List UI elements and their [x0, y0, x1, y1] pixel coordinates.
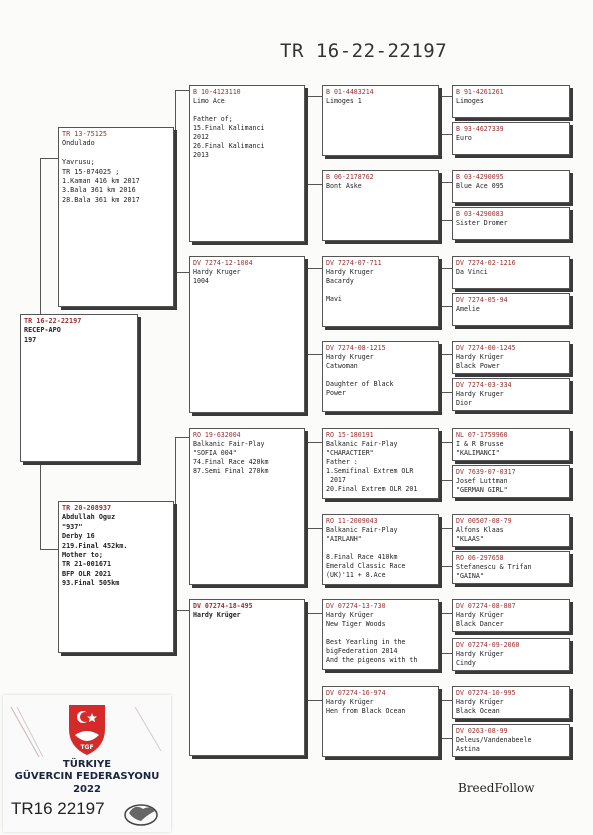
pigeon-name: Abdullah Oguz "937" Derby 16 219.Final 452km. Mother to; TR 21-001671 BFP OLR 2021 93.Final 505km	[62, 513, 128, 588]
ring-number: NL 07-1759960	[456, 431, 508, 439]
sss-card[interactable]	[322, 85, 439, 156]
g5-card-4[interactable]	[452, 207, 570, 240]
g5-card-3[interactable]	[452, 170, 570, 203]
connector	[440, 653, 452, 654]
pigeon-name: Josef Luttman "GERMAN GIRL"	[456, 477, 508, 494]
federation-name: GÜVERCIN FEDERASYONU	[14, 771, 160, 782]
pigeon-name: Hardy Kruger Bacardy	[326, 268, 374, 285]
ring-number: DV 07274-13-730	[326, 602, 386, 610]
g5-card-2[interactable]	[452, 122, 570, 155]
pigeon-stamp-icon	[121, 797, 161, 827]
federation-sticker	[3, 695, 171, 832]
subject-pigeon-card[interactable]	[20, 314, 138, 462]
dam-sire-card[interactable]	[189, 428, 305, 585]
pigeon-name: Hardy Krüger	[193, 611, 241, 619]
connector	[440, 613, 441, 653]
ring-number: DV 7274-12-1004	[193, 259, 253, 267]
ring-number: DV 7274-07-711	[326, 259, 382, 267]
connector	[440, 442, 441, 480]
sdd-card[interactable]	[322, 341, 439, 412]
federation-year: 2022	[73, 784, 101, 795]
ring-number: DV 07274-18-495	[193, 602, 253, 610]
connector	[306, 700, 322, 701]
pigeon-name: Limoges 1	[326, 97, 362, 105]
g5-card-6[interactable]	[452, 293, 570, 326]
pigeon-info: 197	[24, 335, 37, 344]
pigeon-name: I & R Brusse "KALIMANCI"	[456, 440, 504, 457]
connector	[175, 90, 190, 91]
connector	[440, 700, 441, 738]
pigeon-name: Hardy Krüger Black Ocean	[456, 698, 504, 715]
connector	[440, 354, 441, 392]
dam-card[interactable]	[58, 501, 174, 653]
connector	[306, 96, 307, 184]
ring-number: DV 7274-02-1216	[456, 259, 516, 267]
dds-card[interactable]	[322, 599, 439, 670]
g5-card-12[interactable]	[452, 551, 570, 584]
pigeon-info: Father of; 15.Final Kalimanci 2012 26.Final Kalimanci 2013	[193, 115, 265, 159]
connector	[440, 134, 452, 135]
ring-number: RO 15-180191	[326, 431, 374, 439]
pigeon-name: Deleus/Vandenabeele Astina	[456, 736, 532, 753]
connector	[440, 738, 452, 739]
g5-card-8[interactable]	[452, 378, 570, 411]
g5-card-14[interactable]	[452, 638, 570, 671]
pigeon-info: Best Yearling in the bigFederation 2014 And the pigeons with th	[326, 638, 418, 664]
ring-number: RO 06-297658	[456, 554, 504, 562]
connector	[40, 158, 60, 159]
connector	[40, 549, 60, 550]
connector	[440, 700, 452, 701]
svg-text:TGF: TGF	[80, 744, 94, 751]
pigeon-name: Limoges	[456, 97, 484, 105]
ssd-card[interactable]	[322, 170, 439, 241]
dam-dam-card[interactable]	[189, 599, 305, 756]
ring-number: TR 20-208937	[62, 504, 112, 512]
dsd-card[interactable]	[322, 514, 439, 585]
pigeon-name: Hardy Kruger Dior	[456, 390, 504, 407]
connector	[440, 182, 452, 183]
pigeon-name: Hardy Kruger Catwoman	[326, 353, 374, 370]
ring-number: DV 7639-07-0317	[456, 468, 516, 476]
connector	[175, 437, 176, 610]
pigeon-name: Hardy Kruger 1004	[193, 268, 241, 285]
connector	[440, 613, 452, 614]
federation-country: TÜRKIYE	[62, 759, 112, 770]
g5-card-11[interactable]	[452, 514, 570, 547]
pigeon-info: Daughter of Black Power	[326, 380, 394, 397]
ring-number: RO 11-2009043	[326, 517, 378, 525]
ring-number: DV 7274-03-334	[456, 381, 512, 389]
connector	[440, 354, 452, 355]
pigeon-name: Blue Ace 095	[456, 182, 504, 190]
ring-number: B 93-4627339	[456, 125, 504, 133]
ring-number: DV 00507-08-79	[456, 517, 512, 525]
pigeon-name: Balkanic Fair-Play "CHARACTIER" Father : 1.Semifinal Extrem OLR 2017 20.Final Extrem OLR 201	[326, 440, 418, 493]
ring-number: DV 7274-00-1245	[456, 344, 516, 352]
connector	[306, 528, 322, 529]
pigeon-name: Sister Dromer	[456, 219, 508, 227]
connector	[306, 268, 307, 354]
brand-text: BreedFollow	[458, 781, 535, 795]
pigeon-name: Limo Ace	[193, 97, 225, 105]
ring-number: B 03-4290083	[456, 210, 504, 218]
connector	[175, 272, 190, 273]
ring-number: DV 07274-08-807	[456, 602, 516, 610]
sire-dam-card[interactable]	[189, 256, 305, 413]
ring-number: B 01-4483214	[326, 88, 374, 96]
ring-number: B 03-4290095	[456, 173, 504, 181]
connector	[306, 613, 322, 614]
g5-card-13[interactable]	[452, 599, 570, 632]
ring-number: DV 07274-09-2060	[456, 641, 520, 649]
ring-number: B 91-4261261	[456, 88, 504, 96]
ring-number: DV 07274-10-995	[456, 689, 516, 697]
connector	[440, 96, 452, 97]
connector	[306, 96, 322, 97]
ring-number: TR 16-22-22197	[24, 317, 82, 325]
connector	[440, 442, 452, 443]
connector	[440, 392, 452, 393]
connector	[440, 182, 441, 220]
pigeon-name: Da Vinci	[456, 268, 488, 276]
federation-emblem-icon	[3, 699, 171, 759]
ring-number: B 06-2178762	[326, 173, 374, 181]
pigeon-name: Hardy Krüger Black Dancer	[456, 611, 504, 628]
dss-card[interactable]	[322, 428, 439, 499]
sire-card[interactable]	[58, 127, 174, 307]
connector	[440, 480, 452, 481]
ring-number: DV 7274-05-94	[456, 296, 508, 304]
g5-card-15[interactable]	[452, 686, 570, 719]
connector	[175, 90, 176, 272]
g5-card-5[interactable]	[452, 256, 570, 289]
pigeon-name: Stefanescu & Trifan "GAINA"	[456, 563, 532, 580]
connector	[306, 613, 307, 700]
connector	[440, 528, 452, 529]
pigeon-name: Euro	[456, 134, 472, 142]
ring-number: DV 0263-08-99	[456, 727, 508, 735]
connector	[40, 158, 41, 318]
connector	[306, 268, 322, 269]
pigeon-name: Hardy Krüger Cindy	[456, 650, 504, 667]
connector	[440, 268, 441, 306]
ring-number: RO 19-632004	[193, 431, 241, 439]
connector	[440, 220, 452, 221]
connector	[440, 306, 452, 307]
pigeon-name: Alfons Klaas "KLAAS"	[456, 526, 504, 543]
sire-sire-card[interactable]	[189, 85, 305, 242]
g5-card-9[interactable]	[452, 428, 570, 461]
ring-number: B 10-4123110	[193, 88, 241, 96]
connector	[440, 96, 441, 134]
pigeon-name: Hardy Krüger Black Power	[456, 353, 504, 370]
pigeon-info: 8.Final Race 410km Emerald Classic Race (UK)'11 + 8.Ace	[326, 553, 406, 579]
stamp-number: TR16 22197	[11, 799, 105, 818]
connector	[440, 566, 452, 567]
pigeon-name: Amelie	[456, 305, 480, 313]
connector	[175, 437, 190, 438]
g5-card-1[interactable]	[452, 85, 570, 118]
page-title: TR 16-22-22197	[280, 40, 448, 62]
pigeon-name: Bont Aske	[326, 182, 362, 190]
g5-card-10[interactable]	[452, 465, 570, 498]
pigeon-info: Mavi	[326, 295, 342, 303]
g5-card-7[interactable]	[452, 341, 570, 374]
g5-card-16[interactable]	[452, 724, 570, 757]
pigeon-info: Yavrusu; TR 15-074025 ; 1.Kaman 416 km 2017 3.Bala 361 km 2016 28.Bala 361 km 2017	[62, 158, 140, 204]
pigeon-name: Balkanic Fair-Play "SOFIA 004" 74.Final Race 420km 87.Semi Final 270km	[193, 440, 269, 475]
pigeon-name: Ondulado	[62, 139, 95, 148]
ring-number: DV 07274-16-974	[326, 689, 386, 697]
connector	[306, 354, 322, 355]
pigeon-name: Balkanic Fair-Play "AIRLANH"	[326, 526, 398, 543]
pigeon-name: Hardy Krüger New Tiger Woods	[326, 611, 386, 628]
connector	[306, 184, 322, 185]
ddd-card[interactable]	[322, 686, 439, 757]
connector	[306, 442, 322, 443]
pigeon-name: RECEP-APO	[24, 326, 61, 335]
connector	[306, 442, 307, 528]
sds-card[interactable]	[322, 256, 439, 327]
ring-number: DV 7274-08-1215	[326, 344, 386, 352]
connector	[40, 461, 41, 549]
connector	[175, 610, 190, 611]
connector	[440, 528, 441, 566]
connector	[440, 268, 452, 269]
ring-number: TR 13-75125	[62, 130, 108, 138]
pigeon-name: Hardy Krüger Hen from Black Ocean	[326, 698, 406, 715]
